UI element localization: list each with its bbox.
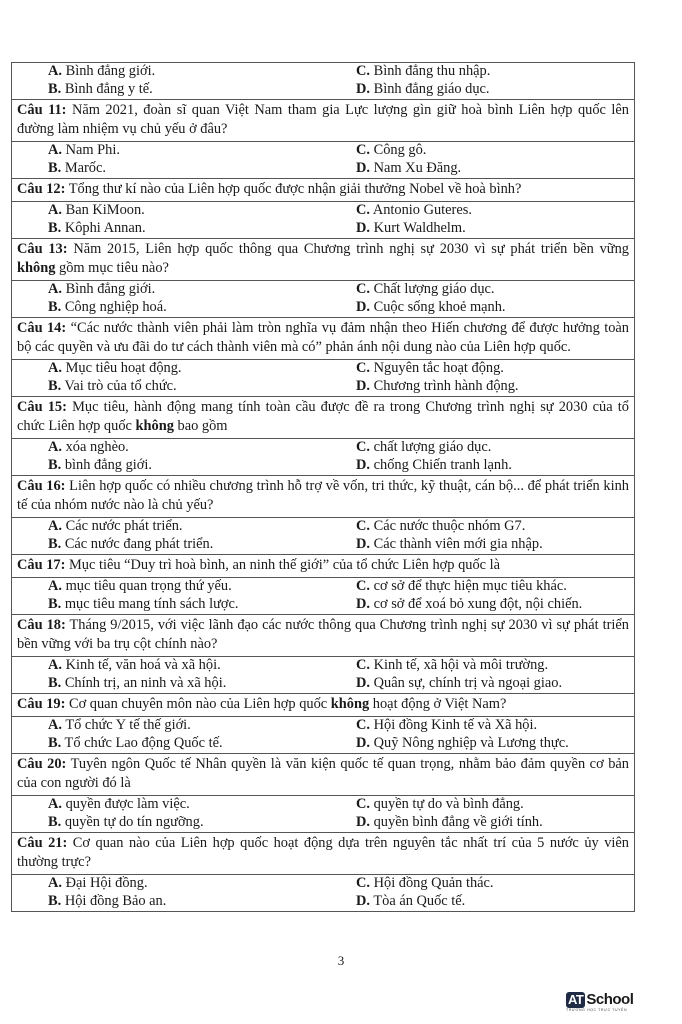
question-number: Câu 11: (17, 102, 67, 118)
option-text: Mục tiêu hoạt động. (65, 360, 182, 376)
answer-option (323, 81, 634, 99)
option-key: B. (48, 674, 62, 691)
option-text: Chính trị, an ninh và xã hội. (64, 674, 227, 691)
option-text: Vai trò của tổ chức. (64, 377, 177, 394)
option-key: A. (48, 796, 62, 812)
option-key: C. (356, 518, 370, 534)
answer-option (323, 875, 634, 893)
question-stem (12, 615, 634, 656)
option-text: Bình đẳng giáo dục. (373, 80, 490, 97)
option-key: D. (356, 892, 370, 909)
option-key: B. (48, 734, 62, 751)
answer-option (12, 142, 323, 160)
question-text: Liên hợp quốc có nhiều chương trình hỗ trợ về vốn, tri thức, kỹ thuật, cán bộ... để phát triển kinh tế của nhóm nước nào là chủ yếu? (17, 478, 629, 513)
option-text: Chương trình hành động. (373, 377, 519, 394)
answer-option (12, 518, 323, 536)
option-key: B. (48, 892, 62, 909)
option-text: Các nước đang phát triển. (64, 535, 214, 552)
answer-option (12, 281, 323, 299)
option-key: D. (356, 219, 370, 236)
question-text: Cơ quan chuyên môn nào của Liên hợp quốc (68, 696, 331, 712)
option-text: Tổ chức Y tế thế giới. (65, 717, 191, 733)
question-text: Tháng 9/2015, với việc lãnh đạo các nước thông qua Chương trình nghị sự 2030 vì sự phát triển bền vững với ba trụ cột chính nào? (17, 617, 629, 652)
answer-options (12, 438, 634, 475)
option-text: Hội đồng Bảo an. (64, 892, 167, 909)
logo-mark: AT (568, 992, 584, 1007)
option-text: Hội đồng Quản thác. (373, 875, 494, 891)
answer-options (12, 359, 634, 396)
option-text: Hội đồng Kinh tế và Xã hội. (373, 717, 538, 733)
answer-options (12, 280, 634, 317)
option-key: D. (356, 595, 370, 612)
question-number: Câu 13: (17, 241, 68, 257)
option-text: xóa nghèo. (65, 439, 129, 455)
option-key: B. (48, 377, 62, 394)
answer-option (12, 378, 323, 396)
question-number: Câu 15: (17, 399, 67, 415)
question-block (12, 832, 634, 911)
answer-option (323, 893, 634, 911)
option-text: Ban KiMoon. (65, 202, 145, 218)
question-text: Năm 2021, đoàn sĩ quan Việt Nam tham gia Lực lượng gìn giữ hoà bình Liên hợp quốc lên đường làm nhiệm vụ chủ yếu ở đâu? (17, 102, 629, 137)
option-key: A. (48, 717, 62, 733)
answer-option (323, 675, 634, 693)
question-emphasis: không (330, 696, 370, 712)
option-key: B. (48, 80, 62, 97)
option-text: quyền tự do tín ngưỡng. (64, 813, 204, 830)
option-text: Nam Xu Đăng. (373, 159, 462, 176)
answer-option (323, 299, 634, 317)
option-text: quyền tự do và bình đẳng. (373, 796, 524, 812)
option-text: Tổ chức Lao động Quốc tế. (64, 734, 223, 751)
option-key: D. (356, 734, 370, 751)
question-text: Cơ quan nào của Liên hợp quốc hoạt động dựa trên nguyên tắc nhất trí của 5 nước ủy viên thường trực? (17, 835, 629, 870)
question-stem (12, 555, 634, 577)
option-text: Kinh tế, văn hoá và xã hội. (65, 657, 221, 673)
answer-option (12, 536, 323, 554)
option-key: B. (48, 456, 62, 473)
answer-options (12, 201, 634, 238)
question-text: Tuyên ngôn Quốc tế Nhân quyền là văn kiện quốc tế quan trọng, nhằm bảo đảm quyền cơ bản của con người đó là (17, 756, 630, 791)
question-block (12, 238, 634, 317)
answer-option (12, 160, 323, 178)
answer-option (12, 457, 323, 475)
answer-option (12, 717, 323, 735)
answer-option (12, 893, 323, 911)
option-key: A. (48, 439, 62, 455)
question-text: bao gồm (173, 418, 228, 434)
answer-option (12, 81, 323, 99)
answer-options (12, 63, 634, 99)
option-text: chống Chiến tranh lạnh. (373, 456, 512, 473)
option-key: C. (356, 202, 370, 218)
option-key: C. (356, 657, 370, 673)
option-text: Quân sự, chính trị và ngoại giao. (373, 674, 563, 691)
answer-option (12, 220, 323, 238)
atschool-logo (566, 992, 633, 1012)
answer-option (323, 578, 634, 596)
question-text: hoạt động ở Việt Nam? (369, 696, 507, 712)
answer-option (323, 814, 634, 832)
option-key: D. (356, 813, 370, 830)
option-key: A. (48, 875, 62, 891)
question-number: Câu 19: (17, 696, 66, 712)
option-key: D. (356, 80, 370, 97)
question-number: Câu 12: (17, 181, 66, 197)
answer-option (323, 63, 634, 81)
question-table (11, 62, 635, 912)
logo-name: School (586, 991, 634, 1008)
option-key: D. (356, 535, 370, 552)
option-text: Marốc. (64, 159, 106, 176)
question-stem (12, 318, 634, 359)
option-text: Chất lượng giáo dục. (373, 281, 495, 297)
question-block (12, 178, 634, 238)
question-stem (12, 754, 634, 795)
option-key: A. (48, 657, 62, 673)
question-stem (12, 179, 634, 201)
option-key: A. (48, 202, 62, 218)
question-block (12, 63, 634, 99)
answer-options (12, 874, 634, 911)
option-text: mục tiêu quan trọng thứ yếu. (65, 578, 232, 594)
answer-option (323, 735, 634, 753)
answer-option (12, 360, 323, 378)
option-key: C. (356, 578, 370, 594)
answer-options (12, 656, 634, 693)
answer-option (12, 657, 323, 675)
question-number: Câu 16: (17, 478, 66, 494)
answer-option (12, 796, 323, 814)
answer-option (323, 378, 634, 396)
option-key: B. (48, 298, 62, 315)
question-text: Tổng thư kí nào của Liên hợp quốc được nhận giải thưởng Nobel về hoà bình? (68, 181, 522, 197)
option-text: Các nước thuộc nhóm G7. (373, 518, 526, 534)
answer-option (323, 518, 634, 536)
option-text: Antonio Guteres. (372, 202, 472, 218)
option-text: Các nước phát triển. (65, 518, 183, 534)
option-key: A. (48, 281, 62, 297)
answer-option (323, 360, 634, 378)
option-key: A. (48, 518, 62, 534)
answer-options (12, 716, 634, 753)
option-text: mục tiêu mang tính sách lược. (64, 595, 239, 612)
question-block (12, 554, 634, 614)
question-stem (12, 100, 634, 141)
option-key: C. (356, 439, 370, 455)
option-key: C. (356, 281, 370, 297)
option-text: cơ sở để thực hiện mục tiêu khác. (373, 578, 567, 594)
question-stem (12, 397, 634, 438)
option-key: D. (356, 377, 370, 394)
option-text: Công nghiệp hoá. (64, 298, 167, 315)
answer-option (323, 220, 634, 238)
answer-option (323, 457, 634, 475)
answer-options (12, 141, 634, 178)
option-key: D. (356, 674, 370, 691)
question-text: “Các nước thành viên phải làm tròn nghĩa vụ đảm nhận theo Hiến chương để được hưởng toàn bộ các quyền và ưu đãi do tư cách thành viên mà có” phản ánh nội dung nào của Liên hợp quốc. (17, 320, 629, 355)
option-key: A. (48, 63, 62, 79)
answer-options (12, 795, 634, 832)
answer-option (323, 657, 634, 675)
option-text: quyền bình đẳng về giới tính. (373, 813, 543, 830)
option-key: B. (48, 159, 62, 176)
option-text: Kurt Waldhelm. (373, 219, 466, 236)
question-number: Câu 14: (17, 320, 67, 336)
question-emphasis: không (135, 418, 174, 434)
option-text: Tòa án Quốc tế. (373, 892, 466, 909)
option-text: Bình đẳng giới. (65, 281, 156, 297)
question-text: Mục tiêu, hành động mang tính toàn cầu được đề ra trong Chương trình nghị sự 2030 của tổ chức Liên hợp quốc (17, 399, 629, 434)
option-text: Nam Phi. (65, 142, 120, 158)
question-emphasis: không (17, 260, 56, 276)
option-text: Nguyên tắc hoạt động. (373, 360, 504, 376)
option-text: Các thành viên mới gia nhập. (373, 535, 543, 552)
answer-option (323, 142, 634, 160)
answer-option (323, 160, 634, 178)
option-text: Bình đẳng thu nhập. (373, 63, 491, 79)
question-block (12, 99, 634, 178)
question-number: Câu 20: (17, 756, 67, 772)
answer-option (323, 536, 634, 554)
question-number: Câu 21: (17, 835, 68, 851)
question-block (12, 396, 634, 475)
option-text: Quỹ Nông nghiệp và Lương thực. (373, 734, 569, 751)
answer-option (12, 578, 323, 596)
option-key: C. (356, 142, 370, 158)
option-text: Bình đẳng y tế. (64, 80, 153, 97)
option-key: B. (48, 219, 62, 236)
answer-option (323, 717, 634, 735)
option-key: C. (356, 360, 370, 376)
answer-option (323, 596, 634, 614)
option-text: Đại Hội đồng. (65, 875, 148, 891)
answer-option (12, 299, 323, 317)
option-key: C. (356, 875, 370, 891)
option-text: bình đẳng giới. (64, 456, 152, 473)
logo-tagline: TRƯỜNG HỌC TRỰC TUYẾN (566, 1008, 628, 1012)
question-text: Mục tiêu “Duy trì hoà bình, an ninh thế giới” của tổ chức Liên hợp quốc là (68, 557, 501, 573)
option-key: A. (48, 142, 62, 158)
answer-options (12, 517, 634, 554)
option-key: B. (48, 813, 62, 830)
question-block (12, 614, 634, 693)
question-number: Câu 18: (17, 617, 66, 633)
answer-option (12, 596, 323, 614)
option-key: C. (356, 717, 370, 733)
question-block (12, 753, 634, 832)
answer-option (323, 439, 634, 457)
option-key: B. (48, 535, 62, 552)
question-block (12, 693, 634, 753)
answer-options (12, 577, 634, 614)
option-key: D. (356, 298, 370, 315)
question-block (12, 475, 634, 554)
question-stem (12, 239, 634, 280)
option-key: B. (48, 595, 62, 612)
option-key: D. (356, 456, 370, 473)
answer-option (323, 281, 634, 299)
option-text: chất lượng giáo dục. (373, 439, 492, 455)
answer-option (12, 735, 323, 753)
option-key: A. (48, 578, 62, 594)
option-key: D. (356, 159, 370, 176)
option-text: Bình đẳng giới. (65, 63, 156, 79)
question-stem (12, 694, 634, 716)
question-text: gồm mục tiêu nào? (55, 260, 169, 276)
answer-option (323, 796, 634, 814)
answer-option (12, 202, 323, 220)
question-number: Câu 17: (17, 557, 66, 573)
question-stem (12, 476, 634, 517)
option-text: Kinh tế, xã hội và môi trường. (373, 657, 549, 673)
answer-option (12, 439, 323, 457)
option-text: quyền được làm việc. (65, 796, 190, 812)
answer-option (12, 675, 323, 693)
question-block (12, 317, 634, 396)
option-text: cơ sở để xoá bỏ xung đột, nội chiến. (373, 595, 583, 612)
option-key: A. (48, 360, 62, 376)
answer-option (323, 202, 634, 220)
option-text: Công gô. (373, 142, 427, 158)
option-text: Kôphi Annan. (64, 219, 146, 236)
answer-option (12, 63, 323, 81)
option-key: C. (356, 796, 370, 812)
option-key: C. (356, 63, 370, 79)
question-stem (12, 833, 634, 874)
page-number: 3 (337, 953, 345, 968)
question-text: Năm 2015, Liên hợp quốc thông qua Chương trình nghị sự 2030 vì sự phát triển bền vững (73, 241, 629, 257)
option-text: Cuộc sống khoẻ mạnh. (373, 298, 506, 315)
answer-option (12, 875, 323, 893)
answer-option (12, 814, 323, 832)
